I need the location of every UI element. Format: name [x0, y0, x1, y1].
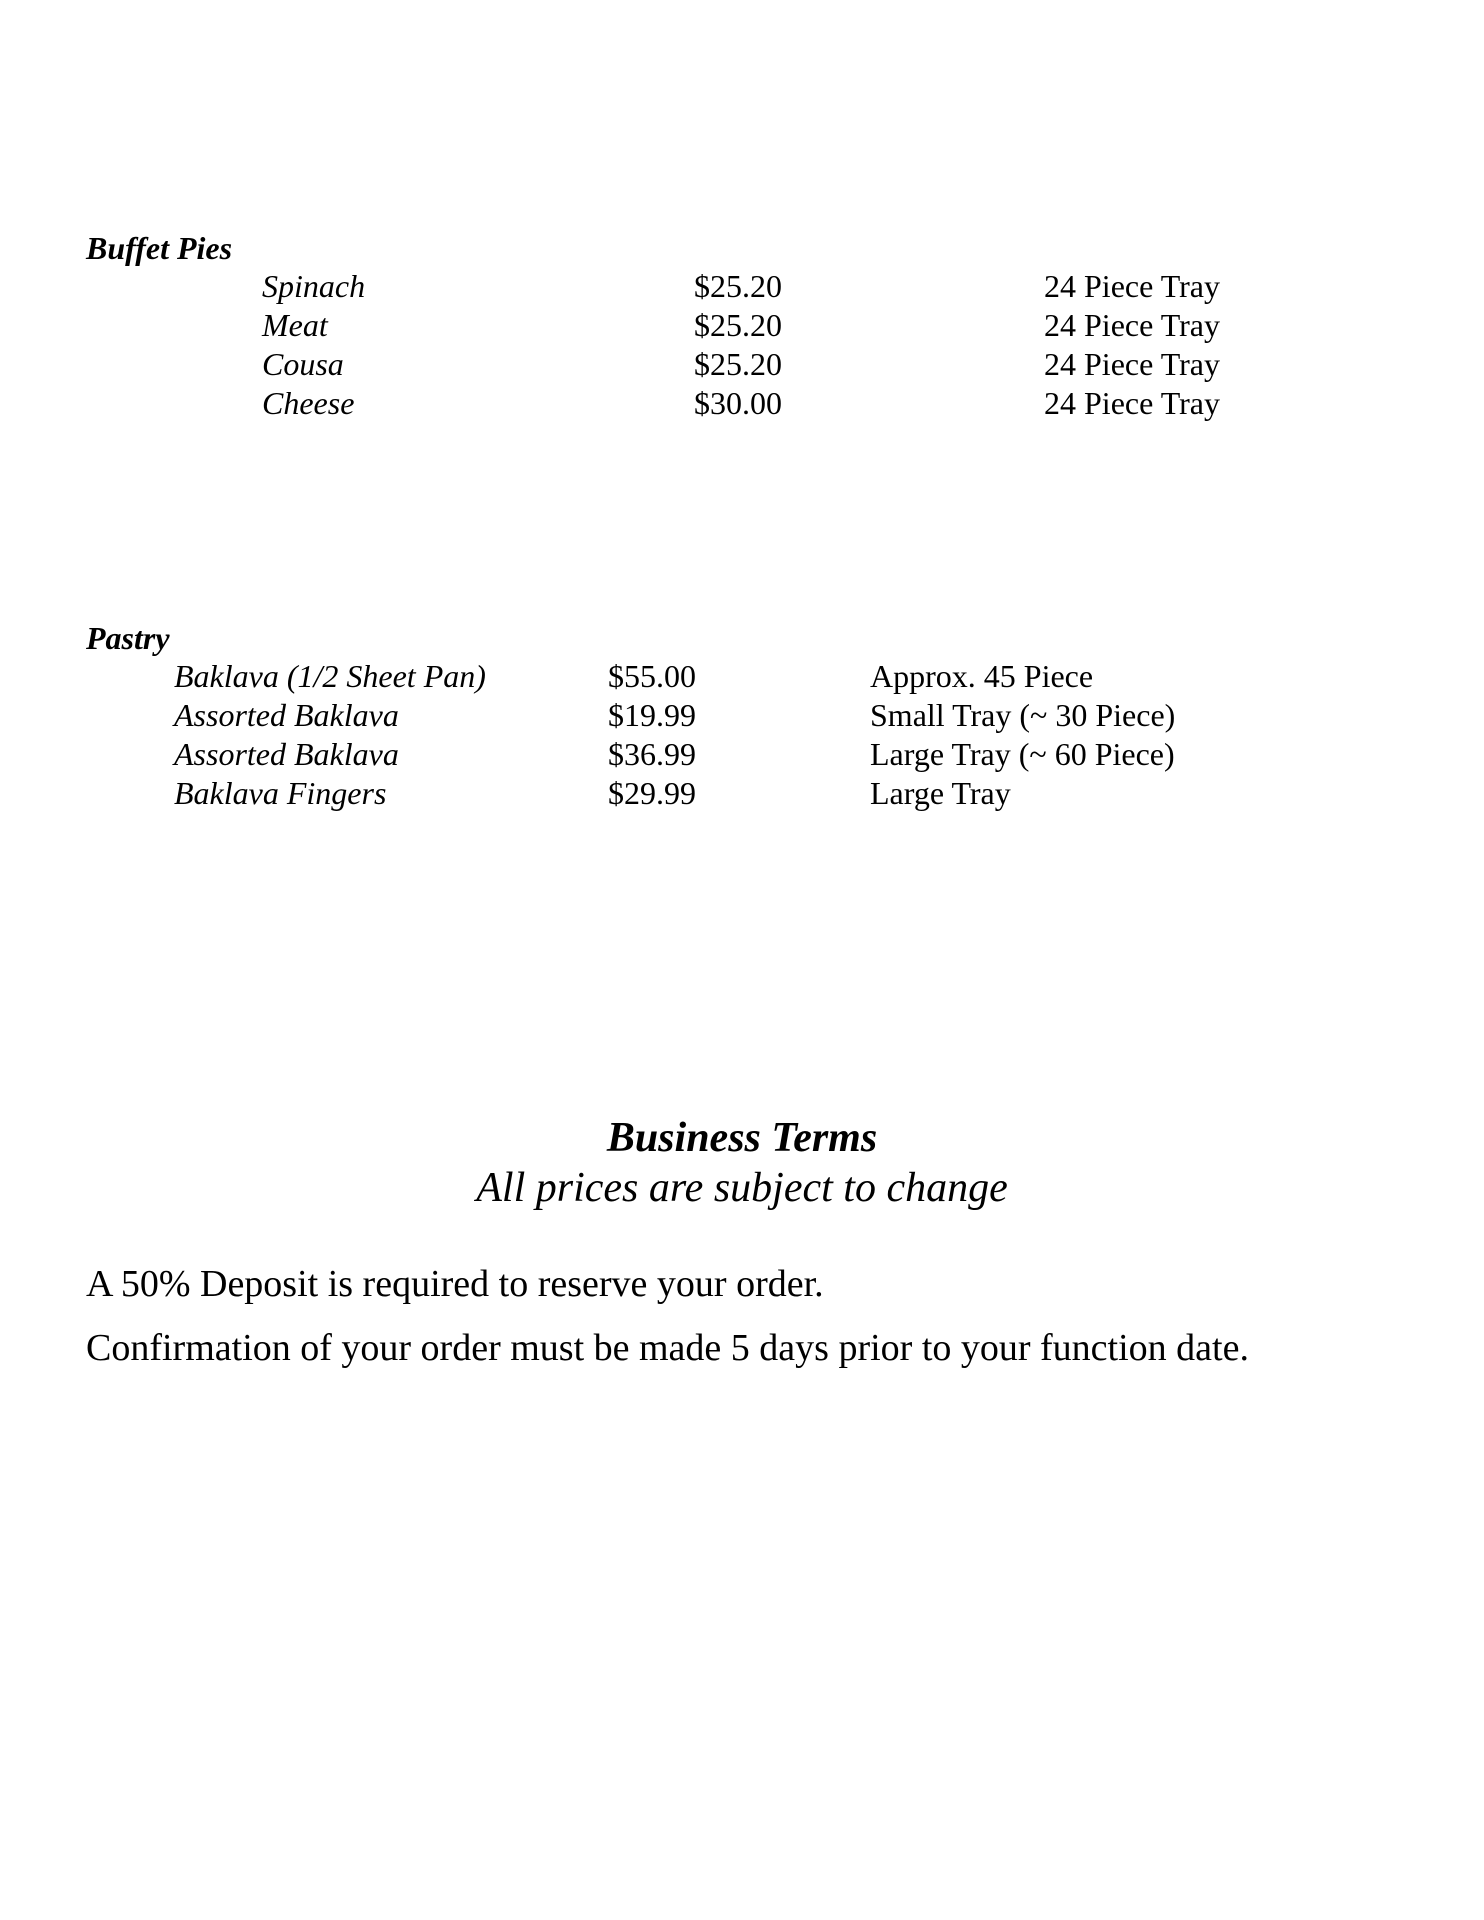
menu-item-price: $29.99	[608, 775, 696, 811]
menu-item-price: $25.20	[694, 268, 782, 304]
menu-item-name: Baklava Fingers	[174, 775, 387, 811]
menu-item-price: $30.00	[694, 385, 782, 421]
section-title-pastry: Pastry	[86, 620, 170, 656]
terms-confirmation-line: Confirmation of your order must be made 5 days prior to your function date.	[86, 1327, 1249, 1369]
section-title-buffet-pies: Buffet Pies	[86, 230, 233, 266]
menu-item-unit: Large Tray	[870, 775, 1011, 811]
menu-item-name: Spinach	[262, 268, 366, 304]
menu-item-unit: 24 Piece Tray	[1044, 307, 1220, 343]
terms-deposit-line: A 50% Deposit is required to reserve your order.	[86, 1263, 824, 1305]
terms-subtitle: All prices are subject to change	[476, 1165, 1008, 1211]
menu-item-name: Meat	[262, 307, 328, 343]
menu-item-unit: Large Tray (~ 60 Piece)	[870, 736, 1175, 772]
menu-item-unit: Approx. 45 Piece	[870, 658, 1094, 694]
menu-item-unit: 24 Piece Tray	[1044, 385, 1220, 421]
menu-item-unit: 24 Piece Tray	[1044, 346, 1220, 382]
menu-item-name: Assorted Baklava	[174, 736, 399, 772]
menu-item-unit: 24 Piece Tray	[1044, 268, 1220, 304]
menu-item-price: $36.99	[608, 736, 696, 772]
menu-item-name: Baklava (1/2 Sheet Pan)	[174, 658, 486, 694]
menu-item-price: $55.00	[608, 658, 696, 694]
terms-title: Business Terms	[606, 1115, 878, 1161]
menu-item-price: $25.20	[694, 307, 782, 343]
menu-item-name: Cheese	[262, 385, 355, 421]
menu-item-unit: Small Tray (~ 30 Piece)	[870, 697, 1176, 733]
menu-item-name: Cousa	[262, 346, 344, 382]
menu-item-price: $19.99	[608, 697, 696, 733]
menu-item-price: $25.20	[694, 346, 782, 382]
menu-item-name: Assorted Baklava	[174, 697, 399, 733]
